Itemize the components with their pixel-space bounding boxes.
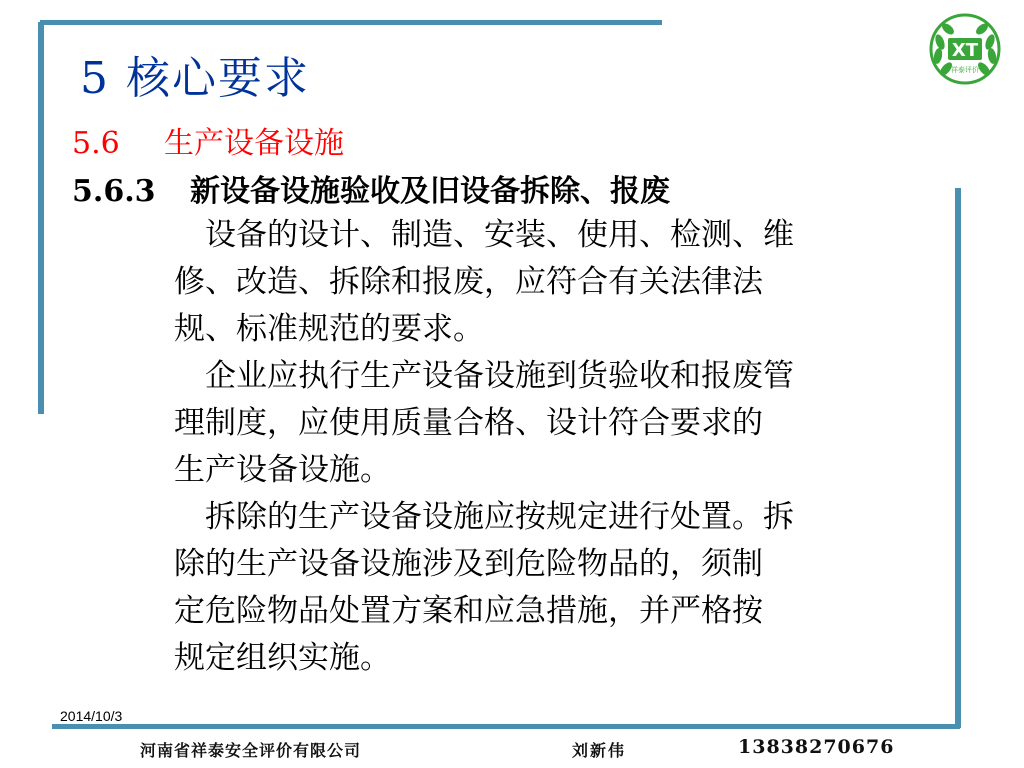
paragraph-line: 设备的设计、制造、安装、使用、检测、维	[174, 217, 794, 253]
subsection-heading	[72, 166, 670, 210]
footer-company: 河南省祥泰安全评价有限公司	[140, 741, 362, 760]
paragraph-line: 企业应执行生产设备设施到货验收和报废管	[174, 358, 794, 394]
body-text	[174, 212, 964, 682]
paragraph-line: 理制度，应使用质量合格、设计符合要求的	[174, 405, 763, 441]
section-title: 生产设备设施	[164, 126, 344, 161]
paragraph-line: 规定组织实施。	[174, 640, 391, 676]
frame-left-line	[38, 22, 44, 414]
paragraph-3	[174, 494, 964, 682]
footer-bar	[0, 730, 1024, 768]
frame-bottom-line	[52, 724, 960, 729]
slide-date: 2014/10/3	[60, 708, 123, 724]
subsection-title: 新设备设施验收及旧设备拆除、报废	[190, 174, 670, 209]
paragraph-line: 规、标准规范的要求。	[174, 311, 484, 347]
paragraph-2	[174, 353, 964, 494]
section-heading	[72, 118, 344, 162]
slide-title: 5 核心要求	[80, 53, 310, 104]
logo-small-text: 祥泰评价	[951, 66, 979, 74]
section-number: 5.6	[72, 126, 120, 161]
footer-phone: 13838270676	[738, 736, 895, 758]
wreath-logo-icon	[928, 12, 1002, 86]
paragraph-line: 定危险物品处置方案和应急措施，并严格按	[174, 593, 763, 629]
subsection-number: 5.6.3	[72, 174, 156, 209]
paragraph-line: 拆除的生产设备设施应按规定进行处置。拆	[174, 499, 794, 535]
paragraph-line: 除的生产设备设施涉及到危险物品的，须制	[174, 546, 763, 582]
logo-text: XT	[951, 40, 979, 61]
paragraph-line: 生产设备设施。	[174, 452, 391, 488]
footer-person: 刘新伟	[572, 741, 627, 760]
frame-top-line	[40, 20, 662, 25]
paragraph-1	[174, 212, 964, 353]
paragraph-line: 修、改造、拆除和报废，应符合有关法律法	[174, 264, 763, 300]
